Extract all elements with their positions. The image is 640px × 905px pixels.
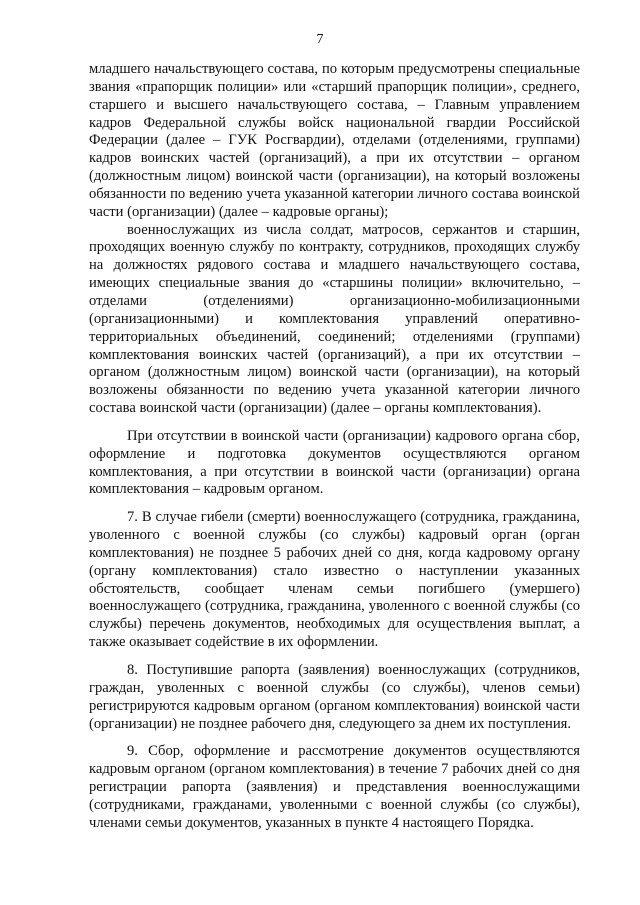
paragraph-absence-of-personnel-body: При отсутствии в воинской части (организации) кадрового органа сбор, оформление и подготовка документов осуществляются органом комплектования, а при отсутствии в воинской части (организации) органа комплектования – кадровым органом. bbox=[89, 427, 580, 498]
page-number: 7 bbox=[316, 32, 324, 47]
document-body bbox=[89, 61, 580, 833]
paragraph-item-7: 7. В случае гибели (смерти) военнослужащего (сотрудника, гражданина, уволенного с военной службы (со службы) кадровый орган (орган комплектования) не позднее 5 рабочих дней со дня, когда кадровому органу (органу комплектования) стало известно о наступлении указанных обстоятельств, сообщает членам семьи погибшего (умершего) военнослужащего (сотрудника, гражданина, уволенного с военной службы (со службы) перечень документов, необходимых для осуществления выплат, а также оказывает содействие в их оформлении. bbox=[89, 509, 580, 651]
paragraph-item-8: 8. Поступившие рапорта (заявления) военнослужащих (сотрудников, граждан, уволенных с военной службы (со службы), членов семьи) регистрируются кадровым органом (органом комплектования) воинской части (организации) не позднее рабочего дня, следующего за днем их поступления. bbox=[89, 662, 580, 732]
paragraph-item-9: 9. Сбор, оформление и рассмотрение документов осуществляются кадровым органом (органом комплектования) в течение 7 рабочих дней со дня регистрации рапорта (заявления) и представления военнослужащими (сотрудниками, гражданами, уволенными с военной службы (со службы), членами семьи документов, указанных в пункте 4 настоящего Порядка. bbox=[89, 743, 580, 831]
paragraph-continuation: младшего начальствующего состава, по которым предусмотрены специальные звания «прапорщик полиции» или «старший прапорщик полиции», среднего, старшего и высшего начальствующего состава, – Главным управлением кадров Федеральной службы войск национальной гвардии Российской Федерации (далее – ГУК Росгвардии), отделами (отделениями, группами) кадров воинских частей (организаций), а при их отсутствии – органом (должностным лицом) воинской части (организации), на который возложены обязанности по ведению учета указанной категории личного состава воинской части (организации) (далее – кадровые органы); bbox=[89, 61, 580, 220]
paragraph-soldiers-sergeants: военнослужащих из числа солдат, матросов, сержантов и старшин, проходящих военную службу по контракту, сотрудников, проходящих службу на должностях рядового состава и младшего начальствующего состава, имеющих специальные звания до «старшины полиции» включительно, – отделами (отделениями) организационно-мобилизационными (организационными) и комплектования управлений оперативно-территориальных объединений, соединений; отделениями (группами) комплектования воинских частей (организаций), а при их отсутствии – органом (должностным лицом) воинской части (организации), на который возложены обязанности по ведению учета указанной категории личного состава воинской части (организации) (далее – органы комплектования). bbox=[89, 221, 580, 417]
